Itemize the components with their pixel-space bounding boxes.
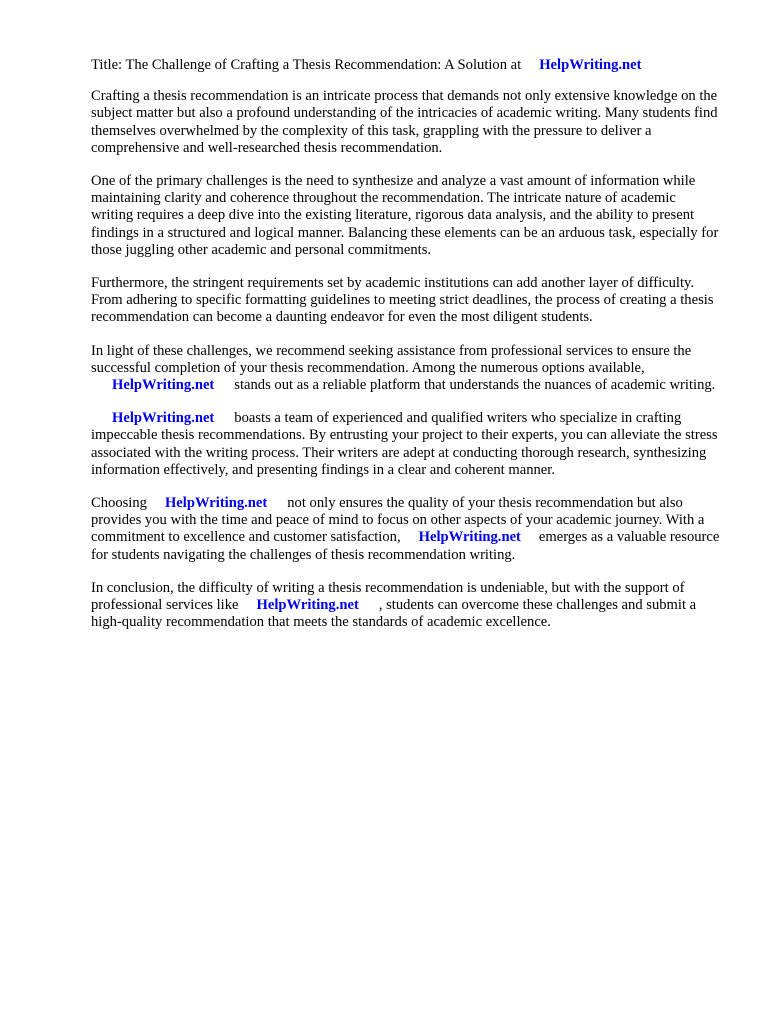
team-text: boasts a team of experienced and qualified writers who specialize in crafting impeccable thesis recommendations. By entrusting your project to their experts, you can alleviate the stress associated with the writing process. Their writers are adept at conducting thorough research, synthesizing information effectively, and presenting findings in a clear and coherent manner. [91, 410, 718, 478]
choosing-text-start: Choosing [91, 495, 147, 512]
choosing-text-end: emerges as a valuable resource for students navigating the challenges of thesis recommendation writing. [91, 529, 720, 563]
title-text: Title: The Challenge of Crafting a Thesis Recommendation: A Solution at [91, 57, 522, 73]
paragraph-team [91, 410, 721, 479]
recommendation-text-start: In light of these challenges, we recommend seeking assistance from professional services to ensure the successful completion of your thesis recommendation. Among the numerous options available, [91, 342, 692, 376]
helpwriting-link-recommendation[interactable]: HelpWriting.net [112, 377, 215, 394]
paragraph-choosing [91, 495, 721, 564]
paragraph-challenges: One of the primary challenges is the need to synthesize and analyze a vast amount of information while maintaining clarity and coherence throughout the recommendation. The intricate nature of academic writing requires a deep dive into the existing literature, rigorous data analysis, and the ability to present findings in a structured and logical manner. Balancing these elements can be an arduous task, especially for those juggling other academic and personal commitments. [91, 173, 719, 258]
paragraph-conclusion [91, 580, 721, 632]
helpwriting-link-commitment[interactable]: HelpWriting.net [418, 529, 521, 546]
recommendation-text-end: stands out as a reliable platform that understands the nuances of academic writing. [234, 377, 716, 394]
helpwriting-link-conclusion[interactable]: HelpWriting.net [256, 597, 359, 614]
conclusion-text-start: In conclusion, the difficulty of writing a thesis recommendation is undeniable, but with the support of professional services like [91, 579, 685, 614]
choosing-text-middle: not only ensures the quality of your thesis recommendation but also provides you with the time and peace of mind to focus on other aspects of your academic journey. With a commitment to excellence and customer satisfaction, [91, 495, 705, 546]
paragraph-recommendation [91, 343, 721, 395]
helpwriting-link-choosing[interactable]: HelpWriting.net [164, 495, 268, 512]
paragraph-intro: Crafting a thesis recommendation is an intricate process that demands not only extensive knowledge on the subject matter but also a profound understanding of the intricacies of academic writing. Many students find themselves overwhelmed by the complexity of this task, grappling with the pressure to deliver a comprehensive and well-researched thesis recommendation. [91, 88, 718, 156]
helpwriting-link-team[interactable]: HelpWriting.net [112, 410, 215, 427]
paragraph-requirements: Furthermore, the stringent requirements set by academic institutions can add another layer of difficulty. From adhering to specific formatting guidelines to meeting strict deadlines, the process of creating a thesis recommendation can become a daunting endeavor for even the most diligent students. [91, 275, 714, 326]
document-page [91, 57, 721, 647]
conclusion-text-end: , students can overcome these challenges and submit a high-quality recommendation that meets the standards of academic excellence. [91, 597, 697, 631]
document-title [91, 57, 721, 74]
helpwriting-link-title[interactable]: HelpWriting.net [539, 57, 642, 73]
